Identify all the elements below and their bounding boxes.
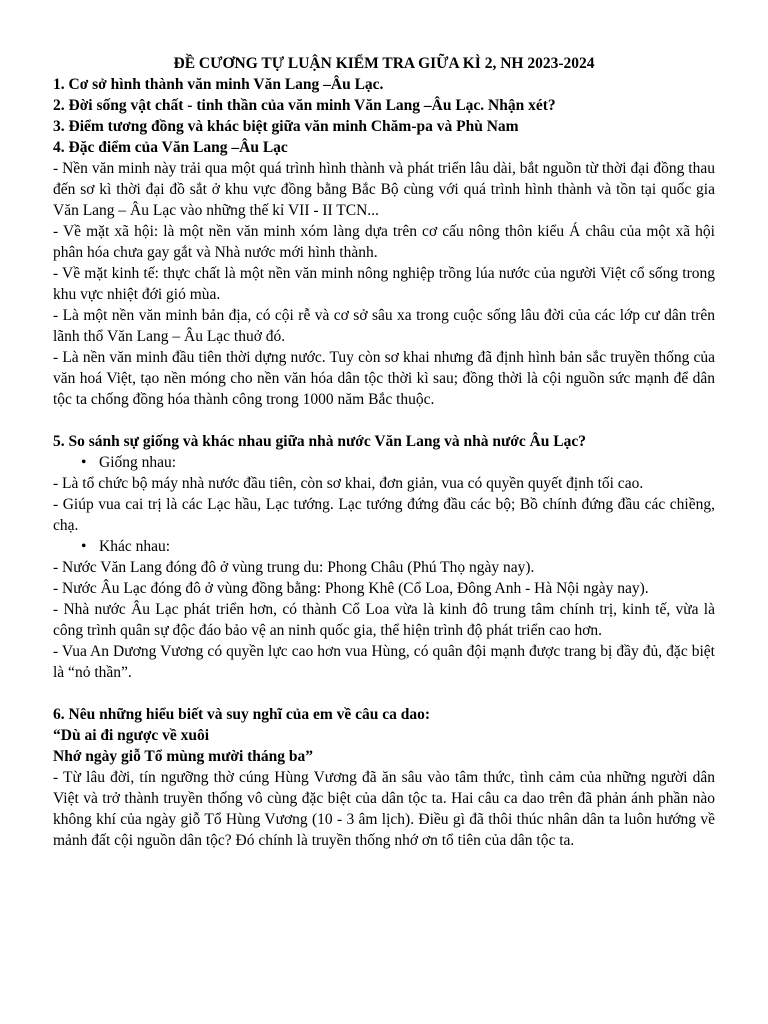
question-2: 2. Đời sống vật chất - tinh thần của văn minh Văn Lang –Âu Lạc. Nhận xét? xyxy=(53,97,556,114)
q5-diff-heading: • Khác nhau: xyxy=(53,536,715,557)
q5-same-heading: • Giống nhau: xyxy=(53,452,715,473)
q5-same-item: - Giúp vua cai trị là các Lạc hầu, Lạc tướng. Lạc tướng đứng đầu các bộ; Bồ chính đứng đầu các chiềng, chạ. xyxy=(53,496,715,534)
q5-diff-item: - Nước Âu Lạc đóng đô ở vùng đồng bằng: Phong Khê (Cổ Loa, Đông Anh - Hà Nội ngày nay). xyxy=(53,580,649,597)
q4-paragraph: - Về mặt xã hội: là một nền văn minh xóm làng dựa trên cơ cấu nông thôn kiểu Á châu của một xã hội phân hóa chưa gay gắt và Nhà nước mới hình thành. xyxy=(53,223,715,261)
question-1: 1. Cơ sở hình thành văn minh Văn Lang –Âu Lạc. xyxy=(53,76,384,93)
document-title: ĐỀ CƯƠNG TỰ LUẬN KIỂM TRA GIỮA KÌ 2, NH 2023-2024 xyxy=(173,55,595,72)
q6-verse-line: “Dù ai đi ngược về xuôi xyxy=(53,727,210,744)
q6-verse-line: Nhớ ngày giỗ Tổ mùng mười tháng ba” xyxy=(53,748,314,765)
spacer xyxy=(53,683,715,704)
question-5: 5. So sánh sự giống và khác nhau giữa nhà nước Văn Lang và nhà nước Âu Lạc? xyxy=(53,433,587,450)
question-4: 4. Đặc điểm của Văn Lang –Âu Lạc xyxy=(53,139,288,156)
question-3: 3. Điểm tương đồng và khác biệt giữa văn minh Chăm-pa và Phù Nam xyxy=(53,118,519,135)
q6-answer: - Từ lâu đời, tín ngưỡng thờ cúng Hùng Vương đã ăn sâu vào tâm thức, tình cảm của những người dân Việt và trở thành truyền thống vô cùng đặc biệt của dân tộc ta. Hai câu ca dao trên đã phản ánh phần nào không khí của ngày giỗ Tổ Hùng Vương (10 - 3 âm lịch). Điều gì đã thôi thúc nhân dân ta luôn hướng về mảnh đất cội nguồn dân tộc? Đó chính là truyền thống nhớ ơn tổ tiên của dân tộc ta. xyxy=(53,769,715,849)
q4-paragraph: - Là một nền văn minh bản địa, có cội rễ và cơ sở sâu xa trong cuộc sống lâu đời của các lớp cư dân trên lãnh thổ Văn Lang – Âu Lạc thuở đó. xyxy=(53,307,715,345)
q5-diff-item: - Nhà nước Âu Lạc phát triển hơn, có thành Cổ Loa vừa là kinh đô trung tâm chính trị, kinh tế, vừa là công trình quân sự độc đáo bảo vệ an ninh quốc gia, thể hiện trình độ phát triển cao hơn. xyxy=(53,601,715,639)
q5-diff-item: - Nước Văn Lang đóng đô ở vùng trung du: Phong Châu (Phú Thọ ngày nay). xyxy=(53,559,535,576)
q4-paragraph: - Về mặt kinh tế: thực chất là một nền văn minh nông nghiệp trồng lúa nước của người Việt cổ sống trong khu vực nhiệt đới gió mùa. xyxy=(53,265,715,303)
q5-same-item: - Là tổ chức bộ máy nhà nước đầu tiên, còn sơ khai, đơn giản, vua có quyền quyết định tối cao. xyxy=(53,475,644,492)
q5-diff-item: - Vua An Dương Vương có quyền lực cao hơn vua Hùng, có quân đội mạnh được trang bị đầy đủ, đặc biệt là “nỏ thần”. xyxy=(53,643,715,681)
spacer xyxy=(53,410,715,431)
q4-paragraph: - Nền văn minh này trải qua một quá trình hình thành và phát triển lâu dài, bắt nguồn từ thời đại đồng thau đến sơ kì thời đại đồ sắt ở khu vực đồng bằng Bắc Bộ cùng với quá trình hình thành và tồn tại quốc gia Văn Lang – Âu Lạc vào những thế kỉ VII - II TCN... xyxy=(53,160,715,219)
q4-paragraph: - Là nền văn minh đầu tiên thời dựng nước. Tuy còn sơ khai nhưng đã định hình bản sắc truyền thống của văn hoá Việt, tạo nền móng cho nền văn hóa dân tộc thời kì sau; đồng thời là cội nguồn sức mạnh để dân tộc ta chống đồng hóa thành công trong 1000 năm Bắc thuộc. xyxy=(53,349,715,408)
question-6: 6. Nêu những hiểu biết và suy nghĩ của em về câu ca dao: xyxy=(53,706,431,723)
